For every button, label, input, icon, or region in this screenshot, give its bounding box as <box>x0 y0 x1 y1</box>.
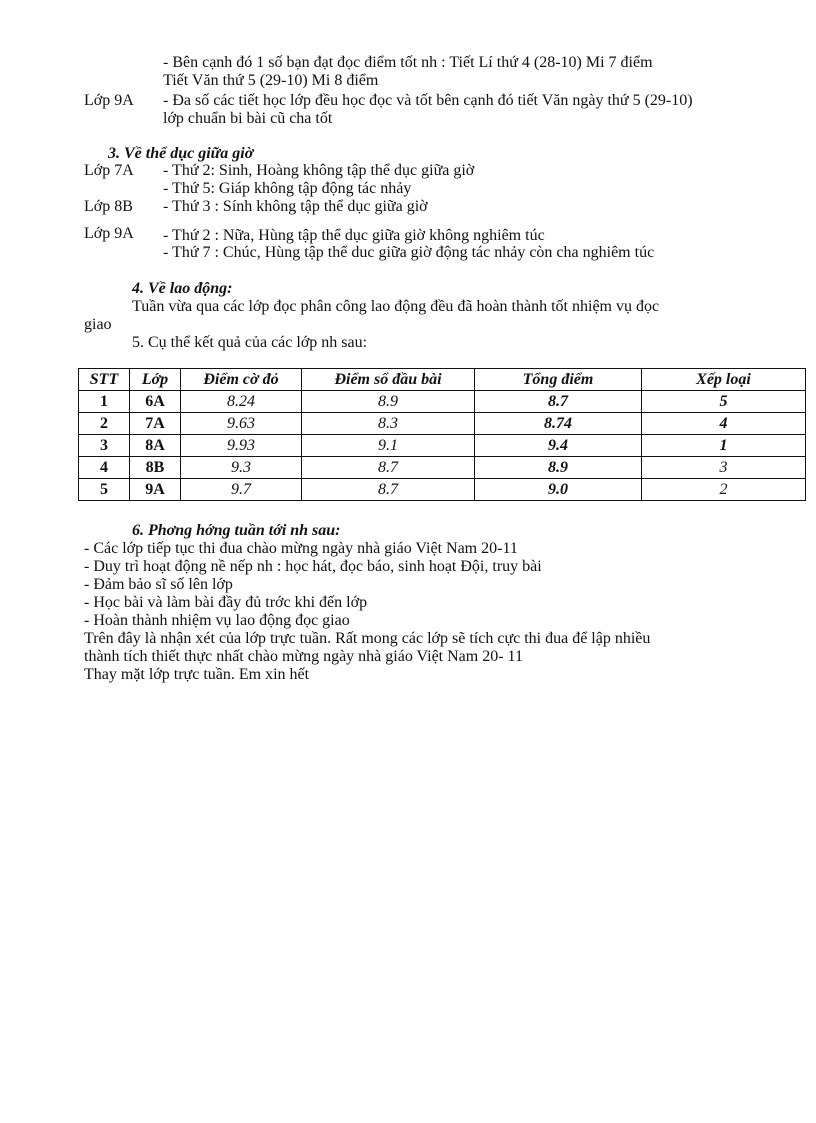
cell-stt: 5 <box>79 479 130 501</box>
list-item: - Học bài và làm bài đầy đủ trớc khi đến lớp <box>84 594 368 611</box>
results-heading: 5. Cụ thể kết quả của các lớp nh sau: <box>132 334 368 351</box>
class-9a-label: Lớp 9A <box>84 92 134 109</box>
table-header-row <box>79 369 806 391</box>
table-row <box>79 457 806 479</box>
cell-xep-loai: 1 <box>642 435 806 457</box>
results-table <box>78 368 806 501</box>
study-line-1: - Bên cạnh đó 1 số bạn đạt đọc điểm tốt nh : Tiết Lí thứ 4 (28-10) Mi 7 điểm <box>163 54 653 71</box>
cell-lop: 7A <box>130 413 181 435</box>
class-9a-line-2: lớp chuẩn bi bài cũ cha tốt <box>163 110 333 127</box>
cell-lop: 8A <box>130 435 181 457</box>
exercise-row-text: - Thứ 2 : Nữa, Hùng tập thể dục giữa giờ không nghiêm túc <box>163 227 545 244</box>
cell-co-do: 9.3 <box>181 457 302 479</box>
exercise-row-text: - Thứ 7 : Chúc, Hùng tập thể duc giữa giờ động tác nhảy còn cha nghiêm túc <box>163 244 655 261</box>
cell-tong-diem: 9.0 <box>475 479 642 501</box>
class-9a-line-1: - Đa số các tiết học lớp đều học đọc và tốt bên cạnh đó tiết Văn ngày thứ 5 (29-10) <box>163 92 693 109</box>
cell-tong-diem: 9.4 <box>475 435 642 457</box>
exercise-row-text: - Thứ 3 : Sính không tập thể dục giữa giờ <box>163 198 428 215</box>
cell-so-dau-bai: 8.7 <box>302 479 475 501</box>
labor-text-line-1: Tuần vừa qua các lớp đọc phân công lao động đều đã hoàn thành tốt nhiệm vụ đọc <box>132 298 660 315</box>
cell-so-dau-bai: 9.1 <box>302 435 475 457</box>
exercise-row-label: Lớp 8B <box>84 198 133 215</box>
next-week-heading: 6. Phơng hớng tuần tới nh sau: <box>132 522 341 539</box>
column-header-xep-loai: Xếp loại <box>642 369 806 391</box>
exercise-row-text: - Thứ 5: Giáp không tập động tác nhảy <box>163 180 412 197</box>
closing-line-1: Trên đây là nhận xét của lớp trực tuần. Rất mong các lớp sẽ tích cực thi đua để lập nhiều <box>84 630 651 647</box>
cell-stt: 3 <box>79 435 130 457</box>
labor-text-line-2: giao <box>84 316 112 333</box>
cell-co-do: 9.7 <box>181 479 302 501</box>
study-line-2: Tiết Văn thứ 5 (29-10) Mi 8 điểm <box>163 72 379 89</box>
cell-tong-diem: 8.9 <box>475 457 642 479</box>
table-row <box>79 391 806 413</box>
cell-xep-loai: 3 <box>642 457 806 479</box>
closing-line-2: thành tích thiết thực nhất chào mừng ngày nhà giáo Việt Nam 20- 11 <box>84 648 523 665</box>
closing-line-3: Thay mặt lớp trực tuần. Em xin hết <box>84 666 310 683</box>
table-row <box>79 479 806 501</box>
cell-so-dau-bai: 8.3 <box>302 413 475 435</box>
cell-stt: 4 <box>79 457 130 479</box>
cell-lop: 8B <box>130 457 181 479</box>
cell-co-do: 8.24 <box>181 391 302 413</box>
table-row <box>79 413 806 435</box>
exercise-row-text: - Thứ 2: Sinh, Hoàng không tập thể dục giữa giờ <box>163 162 475 179</box>
cell-co-do: 9.93 <box>181 435 302 457</box>
cell-xep-loai: 4 <box>642 413 806 435</box>
cell-lop: 6A <box>130 391 181 413</box>
cell-co-do: 9.63 <box>181 413 302 435</box>
column-header-stt: STT <box>79 369 130 391</box>
table-row <box>79 435 806 457</box>
cell-stt: 2 <box>79 413 130 435</box>
cell-xep-loai: 2 <box>642 479 806 501</box>
list-item: - Hoàn thành nhiệm vụ lao động đọc giao <box>84 612 350 629</box>
labor-heading: 4. Về lao động: <box>132 280 233 297</box>
cell-so-dau-bai: 8.7 <box>302 457 475 479</box>
column-header-co-do: Điểm cờ đỏ <box>181 369 302 391</box>
cell-stt: 1 <box>79 391 130 413</box>
column-header-so-dau-bai: Điểm sổ đầu bài <box>302 369 475 391</box>
column-header-lop: Lớp <box>130 369 181 391</box>
exercise-row-label: Lớp 9A <box>84 225 134 242</box>
cell-lop: 9A <box>130 479 181 501</box>
exercise-row-label: Lớp 7A <box>84 162 134 179</box>
exercise-heading: 3. Về thể dục giữa giờ <box>108 145 254 162</box>
cell-tong-diem: 8.7 <box>475 391 642 413</box>
cell-tong-diem: 8.74 <box>475 413 642 435</box>
cell-xep-loai: 5 <box>642 391 806 413</box>
list-item: - Các lớp tiếp tục thi đua chào mừng ngày nhà giáo Việt Nam 20-11 <box>84 540 518 557</box>
column-header-tong-diem: Tổng điểm <box>475 369 642 391</box>
cell-so-dau-bai: 8.9 <box>302 391 475 413</box>
list-item: - Đảm bảo sĩ số lên lớp <box>84 576 233 593</box>
list-item: - Duy trì hoạt động nề nếp nh : học hát, đọc báo, sinh hoạt Đội, truy bài <box>84 558 542 575</box>
